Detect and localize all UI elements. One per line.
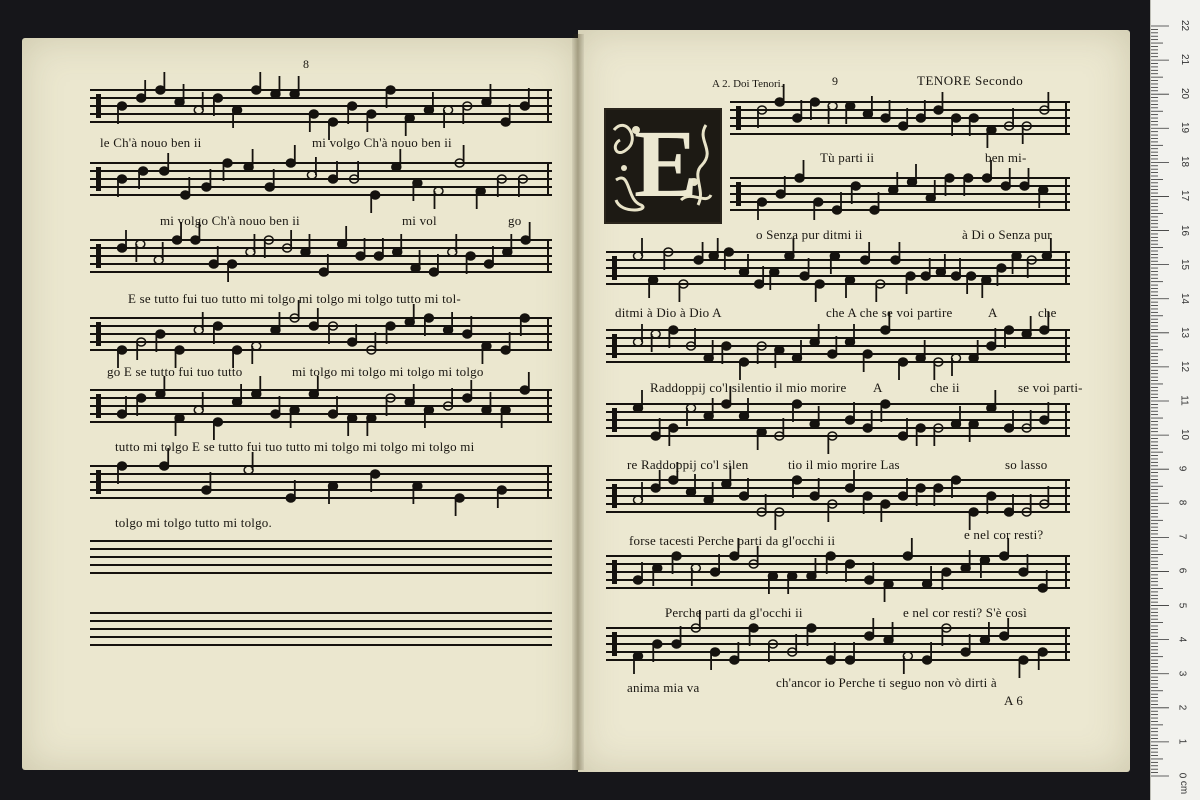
lyric-line: go <box>508 213 522 228</box>
ruler-label: 8 <box>1176 499 1188 506</box>
lyric-line: go E se tutto fui tuo tutto <box>107 364 243 379</box>
clef <box>736 182 741 206</box>
lyric-line: che ii <box>930 380 960 395</box>
clef <box>96 394 101 418</box>
ruler-label: 16 <box>1179 224 1191 236</box>
ruler-label: 12 <box>1179 360 1191 372</box>
lyric-line: A <box>873 380 883 395</box>
clef <box>612 560 617 584</box>
ruler-label: 2 <box>1176 704 1188 711</box>
lyric-line: ch'ancor io Perche ti seguo non vò dirti à <box>776 675 997 690</box>
ruler-label: 17 <box>1179 190 1191 202</box>
clef <box>612 408 617 432</box>
ruler-label: 14 <box>1179 292 1191 304</box>
ruler-label: 15 <box>1179 258 1191 270</box>
ruler-label: 20 <box>1179 88 1191 100</box>
ruler-label: 22 <box>1179 19 1191 32</box>
lyric-line: tio il mio morire Las <box>788 457 900 472</box>
ruler-label: 21 <box>1179 54 1191 66</box>
ruler-label: 7 <box>1176 534 1188 540</box>
lyric-line: tutto mi tolgo E se tutto fui tuo tutto mi tolgo mi tolgo mi tolgo mi <box>115 439 475 454</box>
ruler-unit: cm <box>1178 780 1190 795</box>
clef <box>96 244 101 268</box>
clef <box>96 167 101 191</box>
lyric-line: ben mi- <box>985 150 1027 165</box>
lyric-line: so lasso <box>1005 457 1048 472</box>
clef <box>96 470 101 494</box>
lyric-line: mi tolgo mi tolgo mi tolgo mi tolgo <box>292 364 484 379</box>
lyric-line: Raddoppij co'l silentio il mio morire <box>650 380 847 395</box>
lyric-line: Tù parti ii <box>820 150 875 165</box>
lyric-line: e nel cor resti? <box>964 527 1044 542</box>
lyric-line: che A che se voi partire <box>826 305 953 320</box>
right-page-number: 9 <box>832 74 838 88</box>
lyric-line: E se tutto fui tuo tutto mi tolgo mi tolgo mi tolgo tutto mi tol- <box>128 291 461 306</box>
initial-letter: E <box>634 110 699 217</box>
left-page-number: 8 <box>303 57 309 71</box>
page-header-right: TENORE Secondo <box>917 73 1024 88</box>
lyric-line: e nel cor resti? S'è così <box>903 605 1027 620</box>
lyric-line: mi volgo Ch'à nouo ben ii <box>160 213 300 228</box>
ruler-label: 11 <box>1178 395 1190 406</box>
lyric-line: ditmi à Dio à Dio A <box>615 305 722 320</box>
ruler-label: 0 <box>1176 772 1188 779</box>
ruler-label: 13 <box>1179 326 1191 338</box>
clef <box>736 106 741 130</box>
lyric-line: à Di o Senza pur <box>962 227 1052 242</box>
clef <box>612 256 617 280</box>
clef <box>96 94 101 118</box>
lyric-line: re Raddoppij co'l silen <box>627 457 749 472</box>
clef <box>96 322 101 346</box>
lyric-line: forse tacesti Perche parti da gl'occhi ii <box>629 533 836 548</box>
ruler-ticks <box>1151 0 1200 800</box>
lyric-line: anima mia va <box>627 680 700 695</box>
clef <box>612 334 617 358</box>
lyric-line: Perche parti da gl'occhi ii <box>665 605 803 620</box>
ruler-label: 1 <box>1176 738 1188 745</box>
lyric-line: mi vol <box>402 213 437 228</box>
ruler-label: 9 <box>1176 465 1188 472</box>
ruler-label: 18 <box>1179 156 1191 168</box>
ruler-label: 19 <box>1179 122 1191 134</box>
clef <box>612 632 617 656</box>
ruler-label: 3 <box>1176 670 1188 676</box>
lyric-line: mi volgo Ch'à nouo ben ii <box>312 135 452 150</box>
lyric-line: le Ch'à nouo ben ii <box>100 135 202 150</box>
lyric-line: A <box>988 305 998 320</box>
ruler-label: 5 <box>1176 602 1188 608</box>
decorated-initial <box>604 108 722 224</box>
ruler-label: 4 <box>1176 636 1188 642</box>
page-header-left: A 2. Doi Tenori. <box>712 78 784 90</box>
measurement-ruler <box>1150 0 1200 800</box>
catchword: A 6 <box>1004 693 1024 708</box>
lyric-line: o Senza pur ditmi ii <box>756 227 863 242</box>
lyric-line: che <box>1038 305 1057 320</box>
lyric-line: tolgo mi tolgo tutto mi tolgo. <box>115 515 272 530</box>
lyric-line: se voi parti- <box>1018 380 1083 395</box>
ruler-label: 6 <box>1176 568 1188 574</box>
ruler-label: 10 <box>1179 429 1191 441</box>
clef <box>612 484 617 508</box>
